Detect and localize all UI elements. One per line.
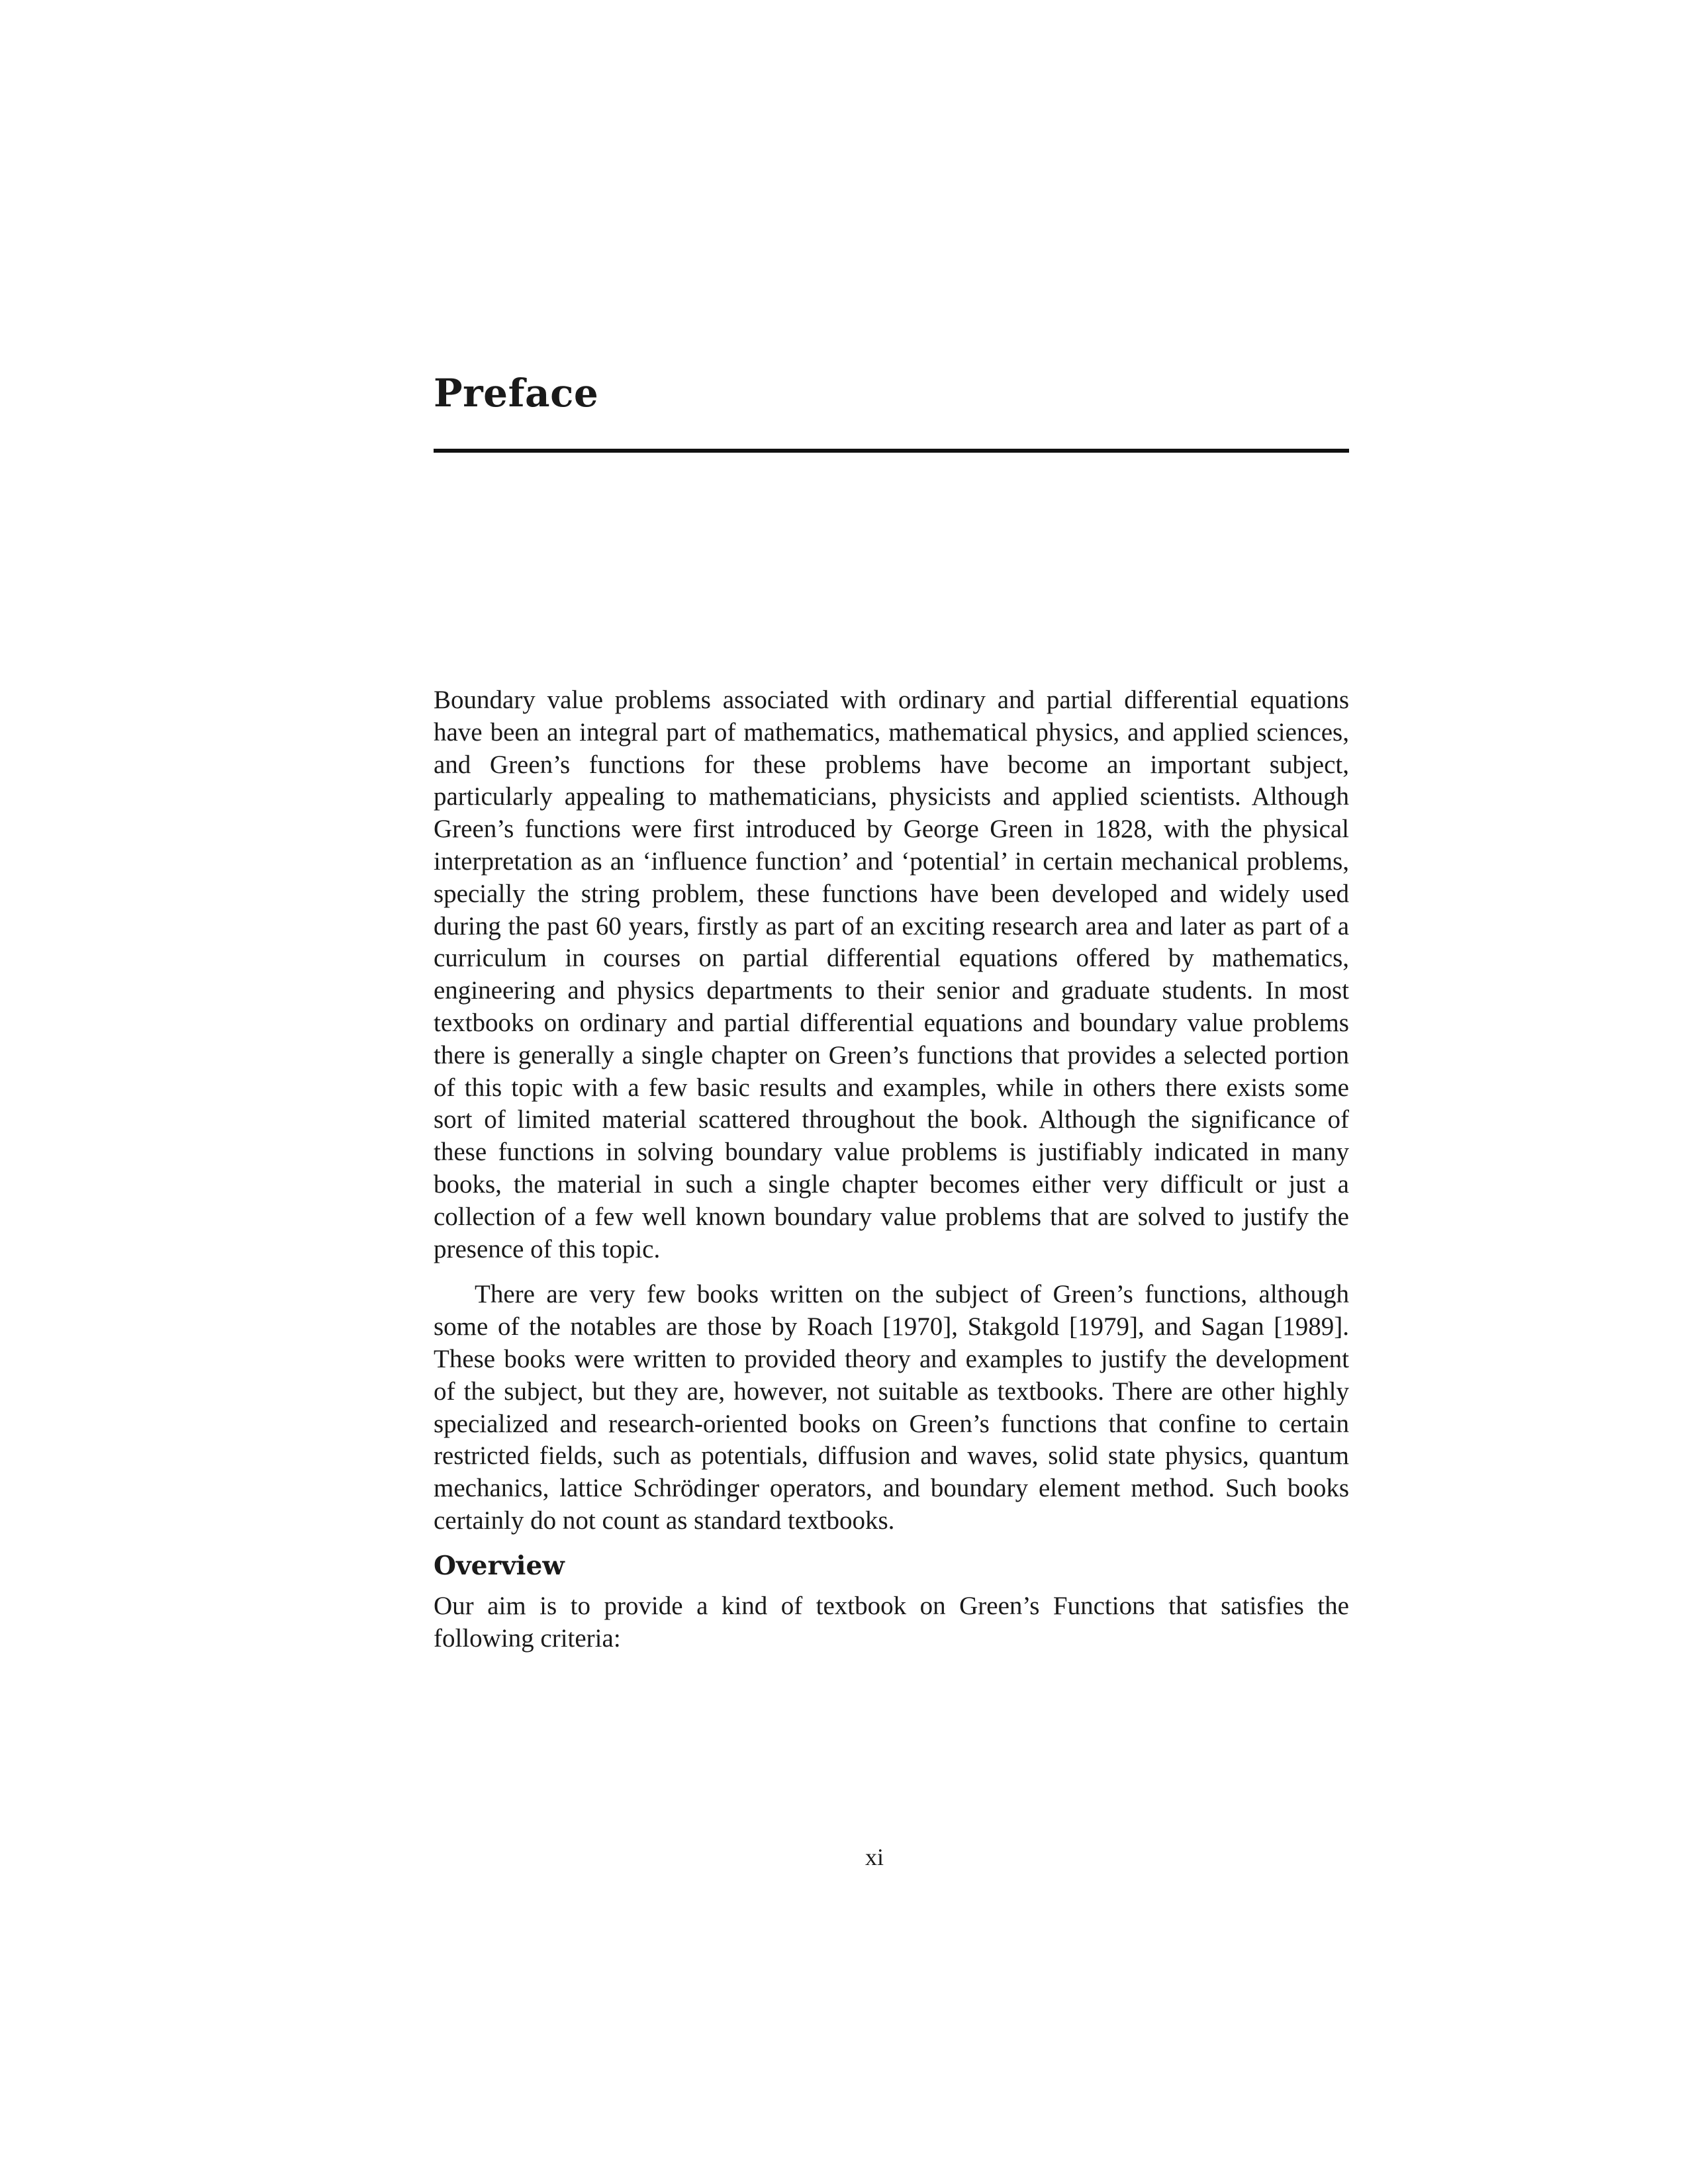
paragraph-books: There are very few books written on the subject of Green’s functions, although some of the notables are those by Roach [1970], Stakgold [1979], and Sagan [1989]. These books were written to provided theory and examples to justify the development of the subject, but they are, however, not suitable as textbooks. There are other highly specialized and research-oriented books on Green’s functions that confine to certain restricted fields, such as potentials, diffusion and waves, solid state physics, quantum mechanics, lattice Schrödinger operators, and boundary element method. Such books certainly do not count as standard textbooks.: [434, 1280, 1349, 1535]
paragraph-intro: Boundary value problems associated with ordinary and partial differential equations have been an integral part of mathematics, mathematical physics, and applied sciences, and Green’s functions for these problems have become an important subject, particularly appealing to mathematicians, physicists and applied scientists. Although Green’s functions were first introduced by George Green in 1828, with the physical interpretation as an ‘influence function’ and ‘potential’ in certain mechanical problems, specially the string problem, these functions have been developed and widely used during the past 60 years, firstly as part of an exciting research area and later as part of a curriculum in courses on partial differential equations offered by mathematics, engineering and physics departments to their senior and graduate students. In most textbooks on ordinary and partial differential equations and boundary value problems there is generally a single chapter on Green’s functions that provides a selected portion of this topic with a few basic results and examples, while in others there exists some sort of limited material scattered throughout the book. Although the significance of these functions in solving boundary value problems is justifiably indicated in many books, the material in such a single chapter becomes either very difficult or just a collection of a few well known boundary value problems that are solved to justify the presence of this topic.: [434, 686, 1349, 1263]
paragraph-overview: Our aim is to provide a kind of textbook on Green’s Functions that satisfies the following criteria:: [434, 1591, 1349, 1653]
chapter-title: Preface: [434, 371, 599, 416]
page-number: xi: [865, 1844, 884, 1870]
title-rule: [434, 449, 1349, 453]
body-text: [434, 684, 1349, 1655]
section-heading-overview: Overview: [434, 1550, 565, 1581]
